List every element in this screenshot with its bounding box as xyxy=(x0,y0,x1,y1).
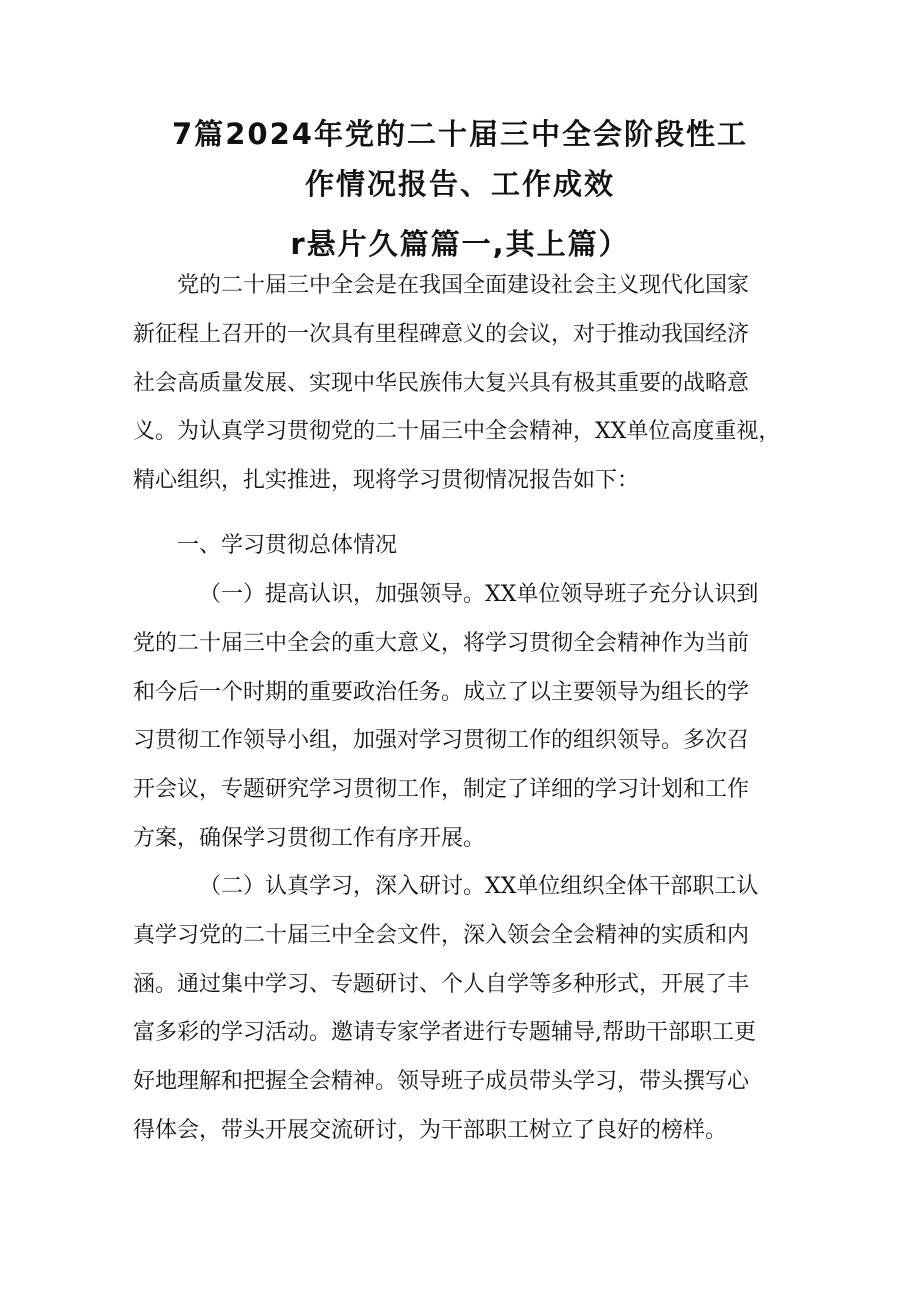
paragraph-line: 和今后一个时期的重要政治任务。成立了以主要领导为组长的学 xyxy=(133,679,750,705)
intro-paragraph xyxy=(133,262,793,506)
subsection-paragraph-2 xyxy=(133,863,793,1156)
document-title-line-2: 作情况报告、工作成效 xyxy=(304,167,615,201)
paragraph-line: 富多彩的学习活动。邀请专家学者进行专题辅导,帮助干部职工更 xyxy=(133,1020,756,1046)
paragraph-line: 义。为认真学习贯彻党的二十届三中全会精神，XX单位高度重视， xyxy=(133,419,781,445)
paragraph-line: （一）提高认识，加强领导。XX单位领导班子充分认识到 xyxy=(199,582,759,607)
paragraph-line: （二）认真学习，深入研讨。XX单位组织全体干部职工认 xyxy=(199,874,759,899)
subsection-paragraph-1 xyxy=(133,571,793,864)
paragraph-line: 得体会，带头开展交流研讨，为干部职工树立了良好的榜样。 xyxy=(133,1117,728,1143)
section-heading xyxy=(133,522,793,571)
paragraph-line: 精心组织，扎实推进，现将学习贯彻情况报告如下： xyxy=(133,468,640,494)
document-title-line-3: r悬片久篇篇一,其上篇） xyxy=(290,227,630,261)
paragraph-line: 党的二十届三中全会是在我国全面建设社会主义现代化国家 xyxy=(177,273,750,298)
paragraph-line: 真学习党的二十届三中全会文件，深入领会全会精神的实质和内 xyxy=(133,922,750,948)
section-heading-text: 一、学习贯彻总体情况 xyxy=(177,533,398,558)
paragraph-line: 方案，确保学习贯彻工作有序开展。 xyxy=(133,825,486,851)
paragraph-line: 习贯彻工作领导小组，加强对学习贯彻工作的组织领导。多次召 xyxy=(133,728,750,754)
paragraph-line: 涵。通过集中学习、专题研讨、个人自学等多种形式，开展了丰 xyxy=(133,971,750,997)
document-title-line-1: 7篇2024年党的二十届三中全会阶段性工 xyxy=(172,117,748,151)
paragraph-line: 开会议，专题研究学习贯彻工作，制定了详细的学习计划和工作 xyxy=(133,777,750,803)
paragraph-line: 党的二十届三中全会的重大意义，将学习贯彻全会精神作为当前 xyxy=(133,630,750,656)
paragraph-line: 新征程上召开的一次具有里程碑意义的会议，对于推动我国经济 xyxy=(133,321,750,347)
paragraph-line: 好地理解和把握全会精神。领导班子成员带头学习，带头撰写心 xyxy=(133,1069,750,1095)
paragraph-line: 社会高质量发展、实现中华民族伟大复兴具有极其重要的战略意 xyxy=(133,370,750,396)
